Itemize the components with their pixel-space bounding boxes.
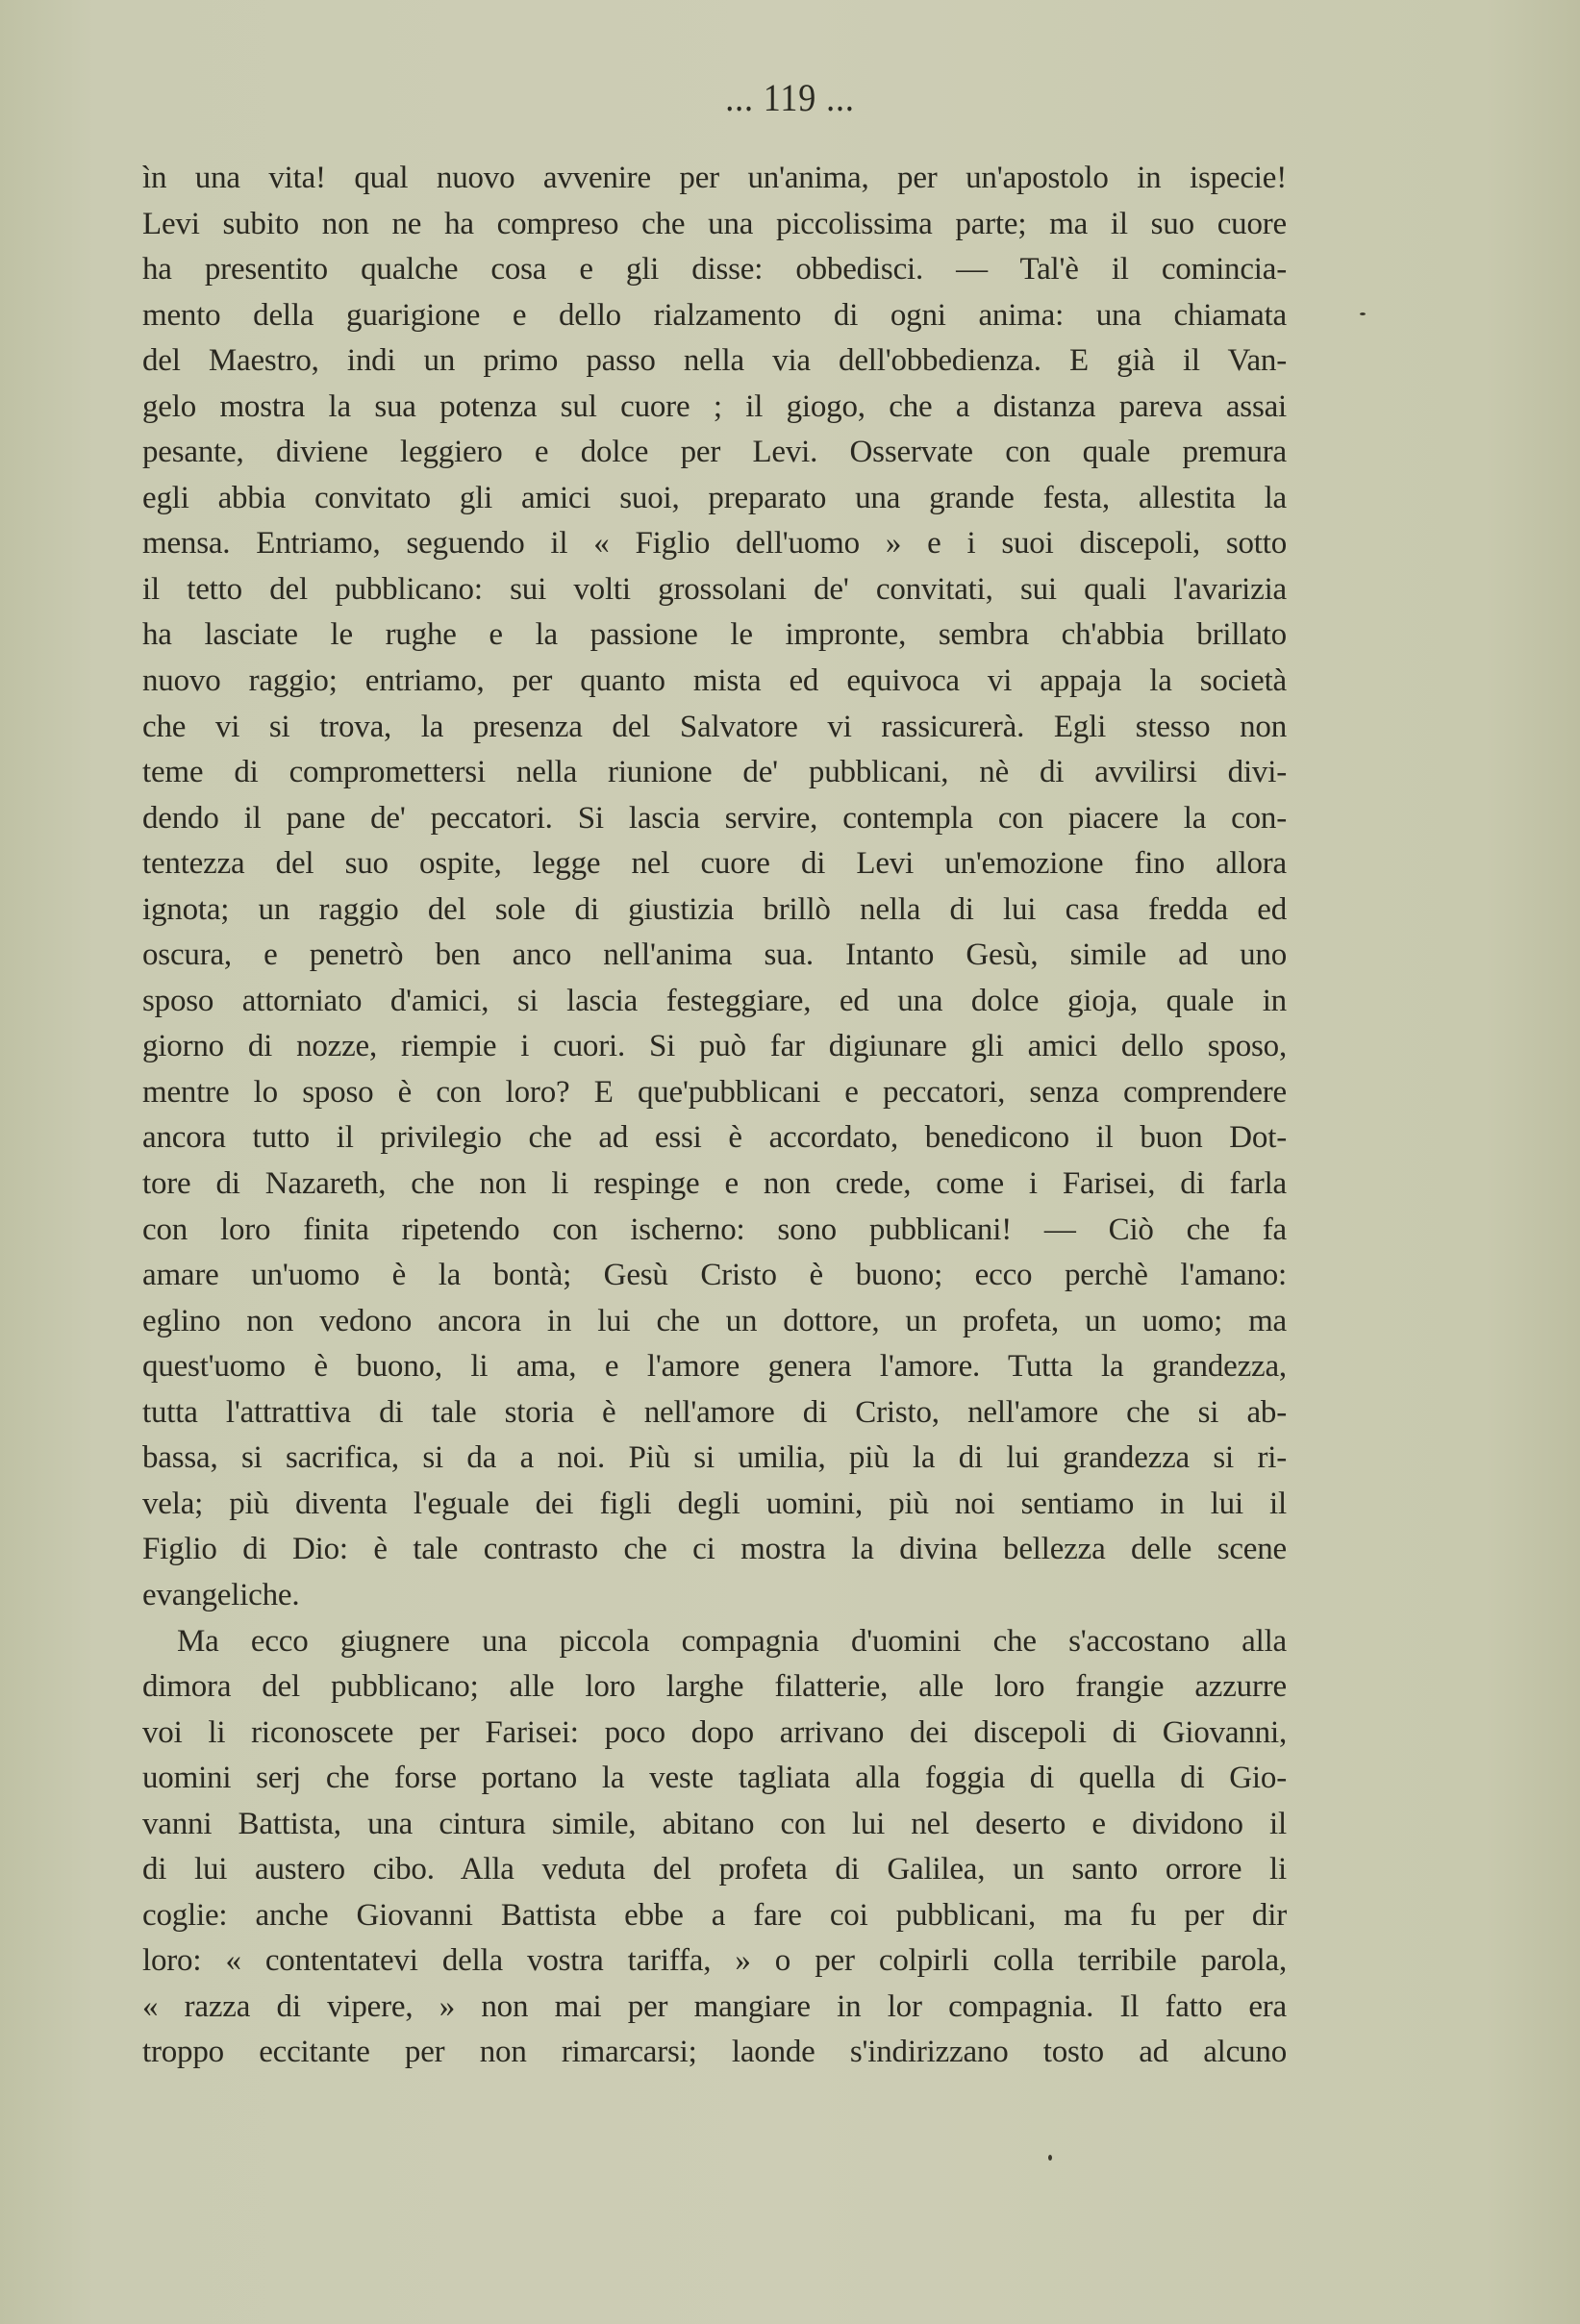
text-line: con loro finita ripetendo con ischerno: sono pubblicani! — Ciò che fa: [142, 1212, 1287, 1247]
text-line: vanni Battista, una cintura simile, abitano con lui nel deserto e dividono il: [142, 1806, 1287, 1841]
text-line: dimora del pubblicano; alle loro larghe filatterie, alle loro frangie azzurre: [142, 1669, 1287, 1705]
text-line: quest'uomo è buono, li ama, e l'amore genera l'amore. Tutta la grandezza,: [142, 1349, 1287, 1385]
text-line: ha lasciate le rughe e la passione le impronte, sembra ch'abbia brillato: [142, 617, 1287, 653]
text-line: « razza di vipere, » non mai per mangiare in lor compagnia. Il fatto era: [142, 1988, 1287, 2024]
text-line: tore di Nazareth, che non li respinge e non crede, come i Farisei, di farla: [142, 1166, 1287, 1202]
text-line: il tetto del pubblicano: sui volti grossolani de' convitati, sui quali l'avarizia: [142, 571, 1287, 607]
text-line: Levi subito non ne ha compreso che una piccolissima parte; ma il suo cuore: [142, 206, 1287, 241]
text-line: ha presentito qualche cosa e gli disse: obbedisci. — Tal'è il comincia-: [142, 252, 1287, 287]
text-line: mensa. Entriamo, seguendo il « Figlio dell'uomo » e i suoi discepoli, sotto: [142, 526, 1287, 562]
ink-speck: [1360, 312, 1366, 315]
text-line: loro: « contentatevi della vostra tariffa, » o per colpirli colla terribile parola,: [142, 1943, 1287, 1979]
text-line: ignota; un raggio del sole di giustizia brillò nella di lui casa fredda ed: [142, 891, 1287, 927]
text-line: tutta l'attrattiva di tale storia è nell'amore di Cristo, nell'amore che si ab-: [142, 1394, 1287, 1430]
text-line: Figlio di Dio: è tale contrasto che ci mostra la divina bellezza delle scene: [142, 1532, 1287, 1567]
text-line: mento della guarigione e dello rialzamento di ogni anima: una chiamata: [142, 297, 1287, 333]
text-line: ìn una vita! qual nuovo avvenire per un'anima, per un'apostolo in ispecie!: [142, 161, 1287, 195]
text-line: nuovo raggio; entriamo, per quanto mista ed equivoca vi appaja la società: [142, 663, 1287, 699]
body-text: [142, 156, 1287, 2076]
text-line: pesante, diviene leggiero e dolce per Levi. Osservate con quale premura: [142, 435, 1287, 470]
text-line: troppo eccitante per non rimarcarsi; laonde s'indirizzano tosto ad alcuno: [142, 2035, 1287, 2070]
text-line: sposo attorniato d'amici, si lascia festeggiare, ed una dolce gioja, quale in: [142, 983, 1287, 1018]
text-line: uomini serj che forse portano la veste tagliata alla foggia di quella di Gio-: [142, 1761, 1287, 1796]
text-line: bassa, si sacrifica, si da a noi. Più si umilia, più la di lui grandezza si ri-: [142, 1440, 1287, 1476]
text-line: Ma ecco giugnere una piccola compagnia d'uomini che s'accostano alla: [177, 1623, 1287, 1659]
text-line: giorno di nozze, riempie i cuori. Si può far digiunare gli amici dello sposo,: [142, 1029, 1287, 1064]
text-line: coglie: anche Giovanni Battista ebbe a fare coi pubblicani, ma fu per dir: [142, 1897, 1287, 1933]
text-line: di lui austero cibo. Alla veduta del profeta di Galilea, un santo orrore li: [142, 1852, 1287, 1887]
text-line: vela; più diventa l'eguale dei figli degli uomini, più noi sentiamo in lui il: [142, 1486, 1287, 1521]
text-line: mentre lo sposo è con loro? E que'pubblicani e peccatori, senza comprendere: [142, 1074, 1287, 1110]
text-line: amare un'uomo è la bontà; Gesù Cristo è buono; ecco perchè l'amano:: [142, 1258, 1287, 1293]
text-line: eglino non vedono ancora in lui che un dottore, un profeta, un uomo; ma: [142, 1303, 1287, 1338]
text-line: oscura, e penetrò ben anco nell'anima sua. Intanto Gesù, simile ad uno: [142, 937, 1287, 973]
text-line: tentezza del suo ospite, legge nel cuore di Levi un'emozione fino allora: [142, 846, 1287, 882]
page-number: ... 119 ...: [725, 76, 855, 119]
text-line: gelo mostra la sua potenza sul cuore ; il giogo, che a distanza pareva assai: [142, 388, 1287, 424]
text-line: teme di compromettersi nella riunione de' pubblicani, nè di avvilirsi divi-: [142, 755, 1287, 790]
text-line: del Maestro, indi un primo passo nella via dell'obbedienza. E già il Van-: [142, 343, 1287, 379]
text-line: dendo il pane de' peccatori. Si lascia servire, contempla con piacere la con-: [142, 800, 1287, 836]
text-line: ancora tutto il privilegio che ad essi è accordato, benedicono il buon Dot-: [142, 1120, 1287, 1156]
text-line: egli abbia convitato gli amici suoi, preparato una grande festa, allestita la: [142, 480, 1287, 515]
text-line: evangeliche.: [142, 1577, 300, 1612]
text-line: voi li riconoscete per Farisei: poco dopo arrivano dei discepoli di Giovanni,: [142, 1714, 1287, 1750]
text-line: che vi si trova, la presenza del Salvatore vi rassicurerà. Egli stesso non: [142, 709, 1287, 744]
ink-speck: [1048, 2155, 1052, 2161]
